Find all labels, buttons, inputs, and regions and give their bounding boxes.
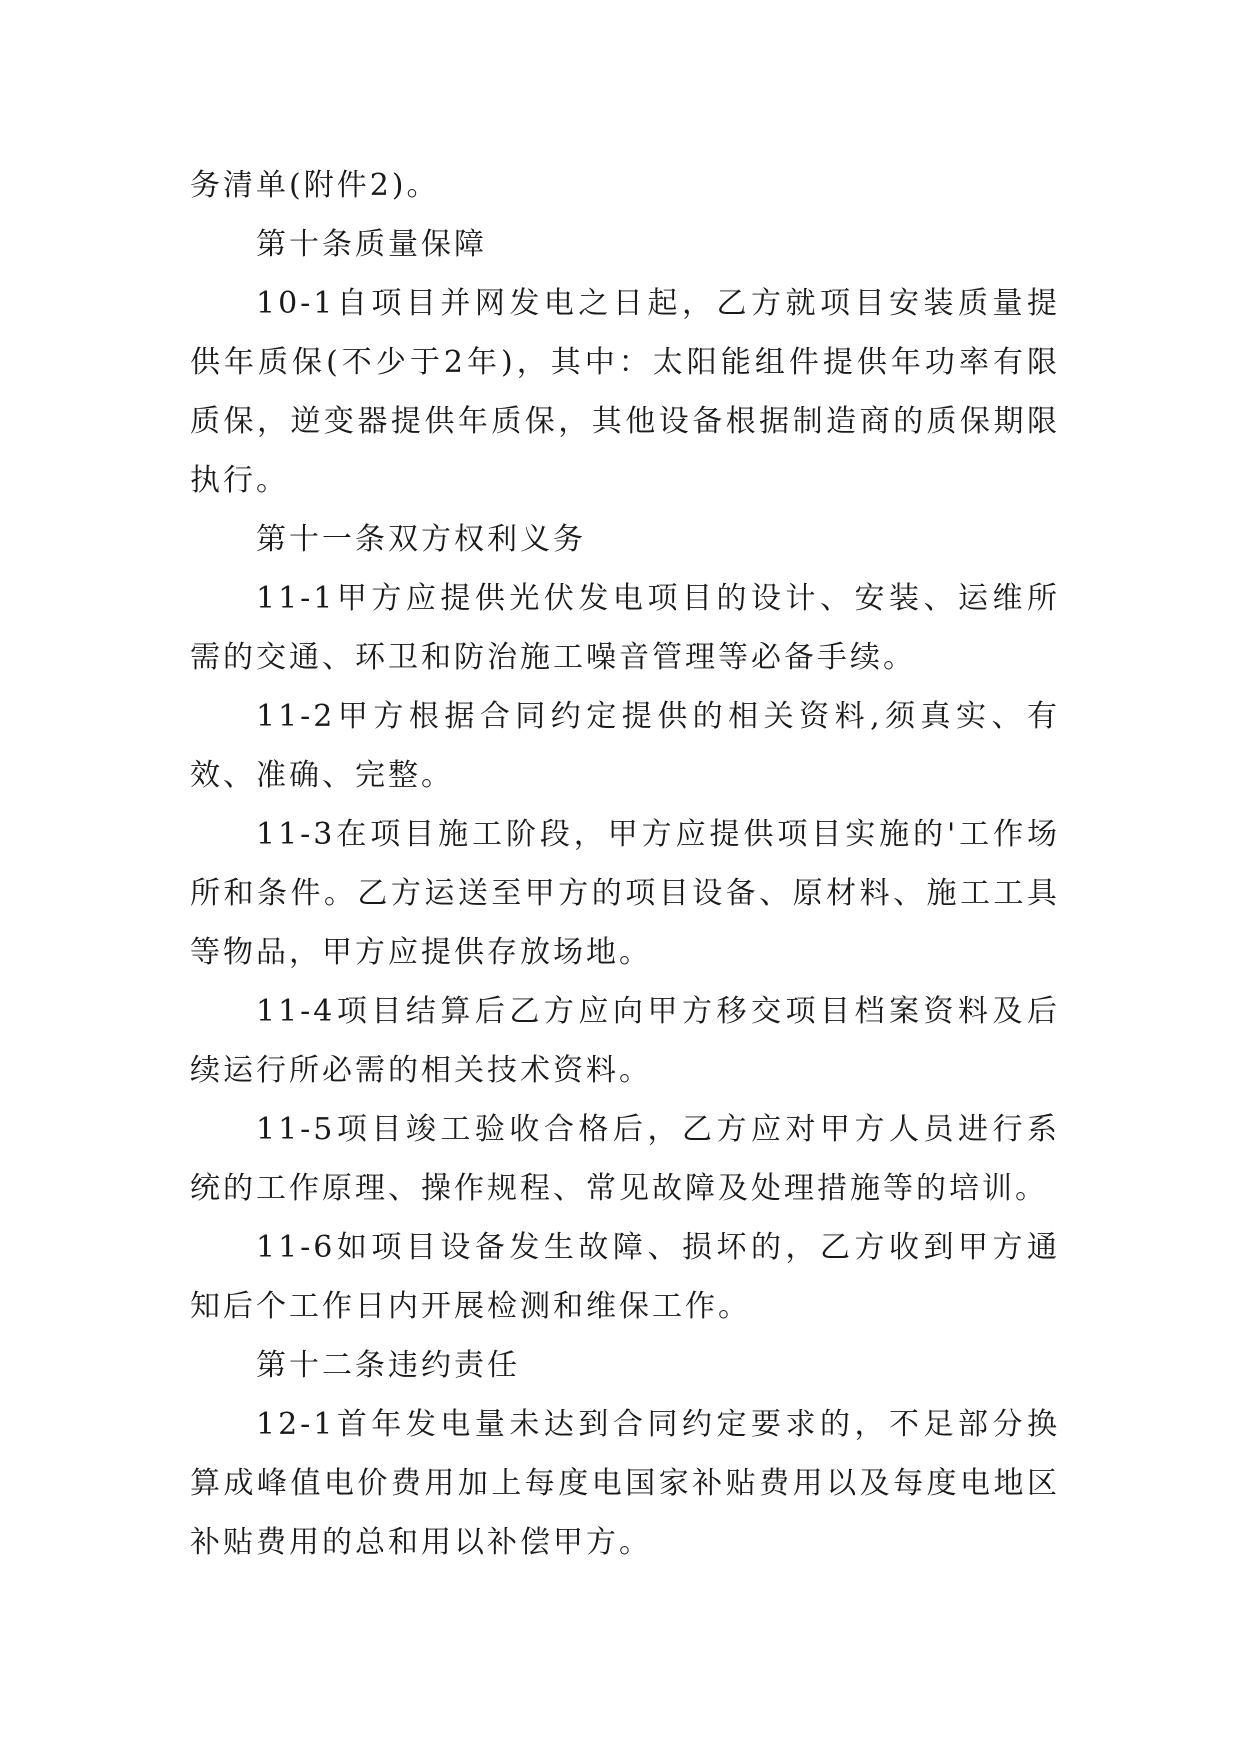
paragraph-continuation: 务清单(附件2)。 [190,168,440,203]
clause-11-4: 11-4项目结算后乙方应向甲方移交项目档案资料及后续运行所必需的相关技术资料。 [190,994,1060,1088]
clause-11-1: 11-1甲方应提供光伏发电项目的设计、安装、运维所需的交通、环卫和防治施工噪音管理等必备手续。 [190,581,1060,675]
clause-11-5: 11-5项目竣工验收合格后，乙方应对甲方人员进行系统的工作原理、操作规程、常见故障及处理措施等的培训。 [190,1112,1060,1206]
clause-12-1: 12-1首年发电量未达到合同约定要求的，不足部分换算成峰值电价费用加上每度电国家补贴费用以及每度电地区补贴费用的总和用以补偿甲方。 [190,1407,1060,1560]
clause-10-1: 10-1自项目并网发电之日起，乙方就项目安装质量提供年质保(不少于2年)，其中：太阳能组件提供年功率有限质保，逆变器提供年质保，其他设备根据制造商的质保期限执行。 [190,286,1060,498]
clause-11-3: 11-3在项目施工阶段，甲方应提供项目实施的'工作场所和条件。乙方运送至甲方的项目设备、原材料、施工工具等物品，甲方应提供存放场地。 [190,817,1060,970]
clause-11-2: 11-2甲方根据合同约定提供的相关资料,须真实、有效、准确、完整。 [190,699,1060,793]
document-body [190,156,1060,1572]
section-heading-12: 第十二条违约责任 [256,1348,520,1383]
section-heading-11: 第十一条双方权利义务 [256,522,586,557]
clause-11-6: 11-6如项目设备发生故障、损坏的，乙方收到甲方通知后个工作日内开展检测和维保工作。 [190,1230,1060,1324]
section-heading-10: 第十条质量保障 [256,227,487,262]
